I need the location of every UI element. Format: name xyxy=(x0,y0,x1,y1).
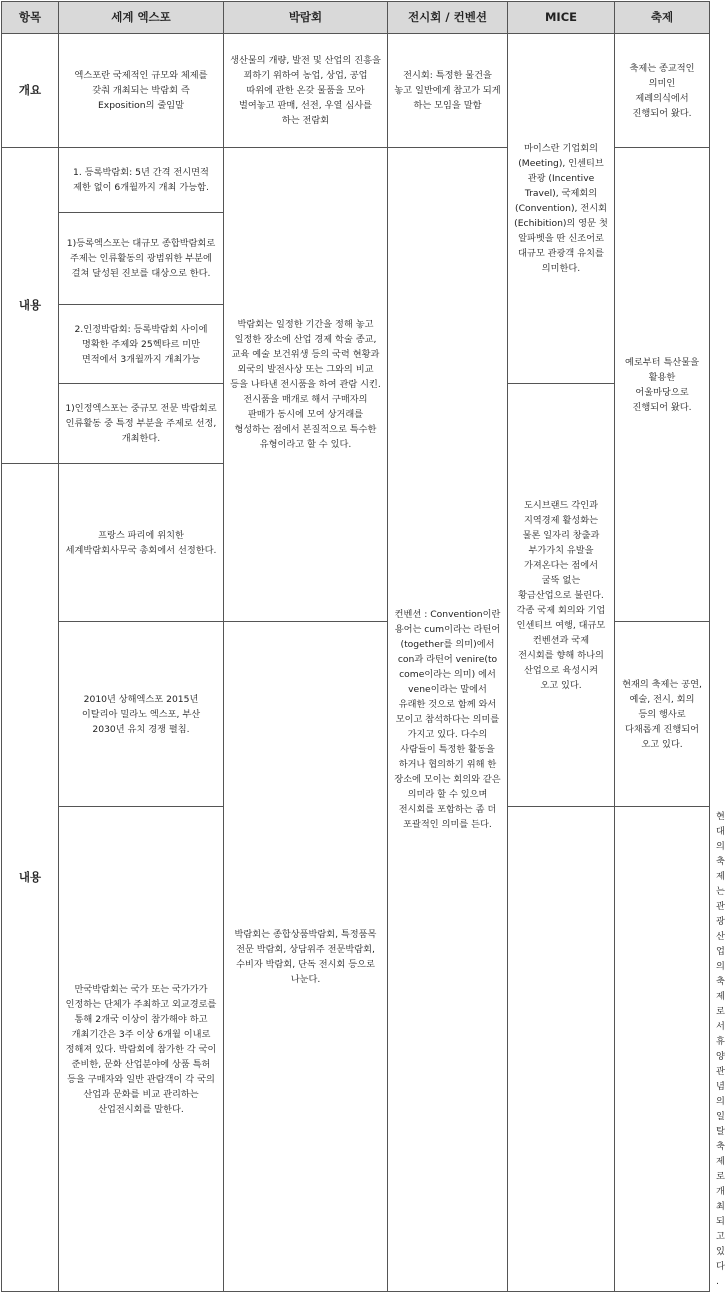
festival-content-2: 현재의 축제는 공연, 예술, 전시, 회의 등의 행사로 다채롭게 진행되어 오고 있다. xyxy=(615,622,710,807)
expo-content-5: 프랑스 파리에 위치한 세계박람회사무국 총회에서 선정한다. xyxy=(59,464,224,622)
header-exhibition-convention: 전시회 / 컨벤션 xyxy=(388,2,508,34)
expo-content-6: 2010년 상해엑스포 2015년 이탈리아 밀라노 엑스포, 부산 2030년 유치 경쟁 펼침. xyxy=(59,622,224,807)
expo-overview: 엑스포란 국제적인 규모와 체제를 갖춰 개최되는 박람회 즉 Exposition의 줄임말 xyxy=(59,34,224,148)
fair-content-2: 박람회는 종합상품박람회, 특정품목 전문 박람회, 상담위주 전문박람회, 수비자 박람회, 단독 전시회 등으로 나눈다. xyxy=(224,622,388,1292)
header-world-expo: 세계 엑스포 xyxy=(59,2,224,34)
expo-content-3: 2.인정박람회: 등록박람회 사이에 명확한 주제와 25헥타르 미만 면적에서 3개월까지 개최가능 xyxy=(59,305,224,384)
festival-content-1: 예로부터 특산물을 활용한 어울마당으로 진행되어 왔다. xyxy=(615,148,710,622)
mice-empty-cell xyxy=(615,807,710,1292)
expo-content-4: 1)인정엑스포는 중규모 전문 박람회로 인류활동 중 특정 부분을 주제로 선정, 개최한다. xyxy=(59,384,224,464)
mice-content-2: 도시브랜드 각인과 지역경제 활성화는 물론 일자리 창출과 부가가치 유발을 가져온다는 점에서 굴뚝 없는 황금산업으로 불린다. 각종 국제 회의와 기업 인센티브 여행, 대규모 컨벤션과 국제 전시회를 향해 하나의 산업으로 육성시켜 오고 있다. xyxy=(508,384,615,807)
fair-content-1: 박람회는 일정한 기간을 정해 놓고 일정한 장소에 산업 경제 학술 종교, 교육 예술 보건위생 등의 국력 현황과 외국의 발전사상 또는 그와의 비교 등을 나타낸 전시품을 하여 관람 시킨. 전시품을 매개로 해서 구매자의 판매가 동시에 모여 상거래를 형성하는 점에서 본질적으로 특수한 유형이라고 할 수 있다. xyxy=(224,148,388,622)
mice-content-1: 마이스란 기업회의 (Meeting), 인센티브 관광 (Incentive Travel), 국제회의 (Convention), 전시회 (Echibition)의 영문 첫 알파벳을 딴 신조어로 대규모 관광객 유치를 의미한다. xyxy=(508,34,615,384)
expo-content-2: 1)등록엑스포는 대규모 종합박람회로 주제는 인류활동의 광범위한 부분에 걸쳐 달성된 진보를 대상으로 한다. xyxy=(59,213,224,305)
row-label-overview: 개요 xyxy=(2,34,59,148)
expo-content-1: 1. 등록박람회: 5년 간격 전시면적 제한 없이 6개월까지 개최 가능함. xyxy=(59,148,224,213)
header-festival: 축제 xyxy=(615,2,710,34)
row-label-content-1: 내용 xyxy=(2,148,59,464)
row-label-content-2: 내용 xyxy=(2,464,59,1292)
exhibition-content: 컨벤션 : Convention이란 용어는 cum이라는 라틴어(together를 의미)에서 con과 라틴어 venire(to come이라는 의미) 에서 vene이라는 말에서 유래한 것으로 함께 와서 모이고 참석하다는 의미를 가지고 있다. 다수의 사람들이 특정한 활동을 하거나 협의하기 위해 한 장소에 모이는 회의와 같은 의미라 할 수 있으며 전시회를 포함하는 좀 더 포괄적인 의미를 든다. xyxy=(388,148,508,1292)
fair-overview: 생산물의 개량, 발전 및 산업의 진흥을 꾀하기 위하여 농업, 상업, 공업 따위에 관한 온갖 물품을 모아 벌여놓고 판매, 선전, 우열 심사를 하는 전람회 xyxy=(224,34,388,148)
header-fair: 박람회 xyxy=(224,2,388,34)
header-mice: MICE xyxy=(508,2,615,34)
comparison-table: 항목 세계 엑스포 박람회 전시회 / 컨벤션 MICE 축제 개요 엑스포란 국제적인 규모와 체제를 갖춰 개최되는 박람회 즉 Exposition의 줄임말 생산물의 개량, 발전 및 산업의 진흥을 꾀하기 위하여 농업, 상업, 공업 따위에 관한 온갖 물품을 모아 벌여놓고 판매, 선전, 우열 심사를 하는 전람회 전시회: 특정한 물건을 놓고 일반에게 참고가 되게 하는 모임을 말함 마이스란 기업회의 (Meeting), 인센티브 관광 (Incentive Travel), 국제회의 (Convention), 전시회 (Echibition)의 영문 첫 알파벳을 딴 신조어로 대규모 관광객 유치를 의미한다. 축제는 종교적인 의미인 제례의식에서 진행되어 왔다. 내용 1. 등록박람회: 5년 간격 전시면적 제한 없이 6개월까지 개최 가능함. 박람회는 일정한 기간을 정해 놓고 일정한 장소에 산업 경제 학술 종교, 교육 예술 보건위생 등의 국력 현황과 외국의 발전사상 또는 그와의 비교 등을 나타낸 전시품을 하여 관람 시킨. 전시품을 매개로 해서 구매자의 판매가 동시에 모여 상거래를 형성하는 점에서 본질적으로 특수한 유형이라고 할 수 있다. 컨벤션 : Convention이란 용어는 cum이라는 라틴어(together를 의미)에서 con과 라틴어 venire(to come이라는 의미) 에서 vene이라는 말에서 유래한 것으로 함께 와서 모이고 참석하다는 의미를 가지고 있다. 다수의 사람들이 특정한 활동을 하거나 협의하기 위해 한 장소에 모이는 회의와 같은 의미라 할 수 있으며 전시회를 포함하는 좀 더 포괄적인 의미를 든다. 예로부터 특산물을 활용한 어울마당으로 진행되어 왔다. 1)등록엑스포는 대규모 종합박람회로 주제는 인류활동의 광범위한 부분에 걸쳐 달성된 진보를 대상으로 한다. 2.인정박람회: 등록박람회 사이에 명확한 주제와 25헥타르 미만 면적에서 3개월까지 개최가능 1)인정엑스포는 중규모 전문 박람회로 인류활동 중 특정 부분을 주제로 선정, 개최한다. 도시브랜드 각인과 지역경제 활성화는 물론 일자리 창출과 부가가치 유발을 가져온다는 점에서 굴뚝 없는 황금산업으로 불린다. 각종 국제 회의와 기업 인센티브 여행, 대규모 컨벤션과 국제 전시회를 향해 하나의 산업으로 육성시켜 오고 있다. 내용 프랑스 파리에 위치한 세계박람회사무국 총회에서 선정한다. 2010년 상해엑스포 2015년 이탈리아 밀라노 엑스포, 부산 2030년 유치 경쟁 펼침. 박람회는 종합상품박람회, 특정품목 전문 박람회, 상담위주 전문박람회, 수비자 박람회, 단독 전시회 등으로 나눈다. 현재의 축제는 공연, 예술, 전시, 회의 등의 행사로 다채롭게 진행되어 오고 있다. 만국박람회는 국가 또는 국가가가 인정하는 단체가 주최하고 외교경로를 통해 2개국 이상이 참가해야 하고 개최기간은 3주 이상 6개월 이내로 정해져 있다. 박람회에 참가한 각 국이 준비한, 문화 산업분야에 상품 특허 등을 구매자와 일반 관람객이 각 국의 산업과 문화를 비교 관리하는 산업전시회를 말한다. 현대의 축제는 관광 산업의 축제로서 휴양 관념의 일탈축제로 개최되고 있다. xyxy=(1,1,710,1292)
exhibition-empty-cell xyxy=(508,807,615,1292)
expo-content-7: 만국박람회는 국가 또는 국가가가 인정하는 단체가 주최하고 외교경로를 통해 2개국 이상이 참가해야 하고 개최기간은 3주 이상 6개월 이내로 정해져 있다. 박람회에 참가한 각 국이 준비한, 문화 산업분야에 상품 특허 등을 구매자와 일반 관람객이 각 국의 산업과 문화를 비교 관리하는 산업전시회를 말한다. xyxy=(59,807,224,1292)
header-item: 항목 xyxy=(2,2,59,34)
header-row xyxy=(2,2,710,34)
exhibition-overview: 전시회: 특정한 물건을 놓고 일반에게 참고가 되게 하는 모임을 말함 xyxy=(388,34,508,148)
festival-overview: 축제는 종교적인 의미인 제례의식에서 진행되어 왔다. xyxy=(615,34,710,148)
